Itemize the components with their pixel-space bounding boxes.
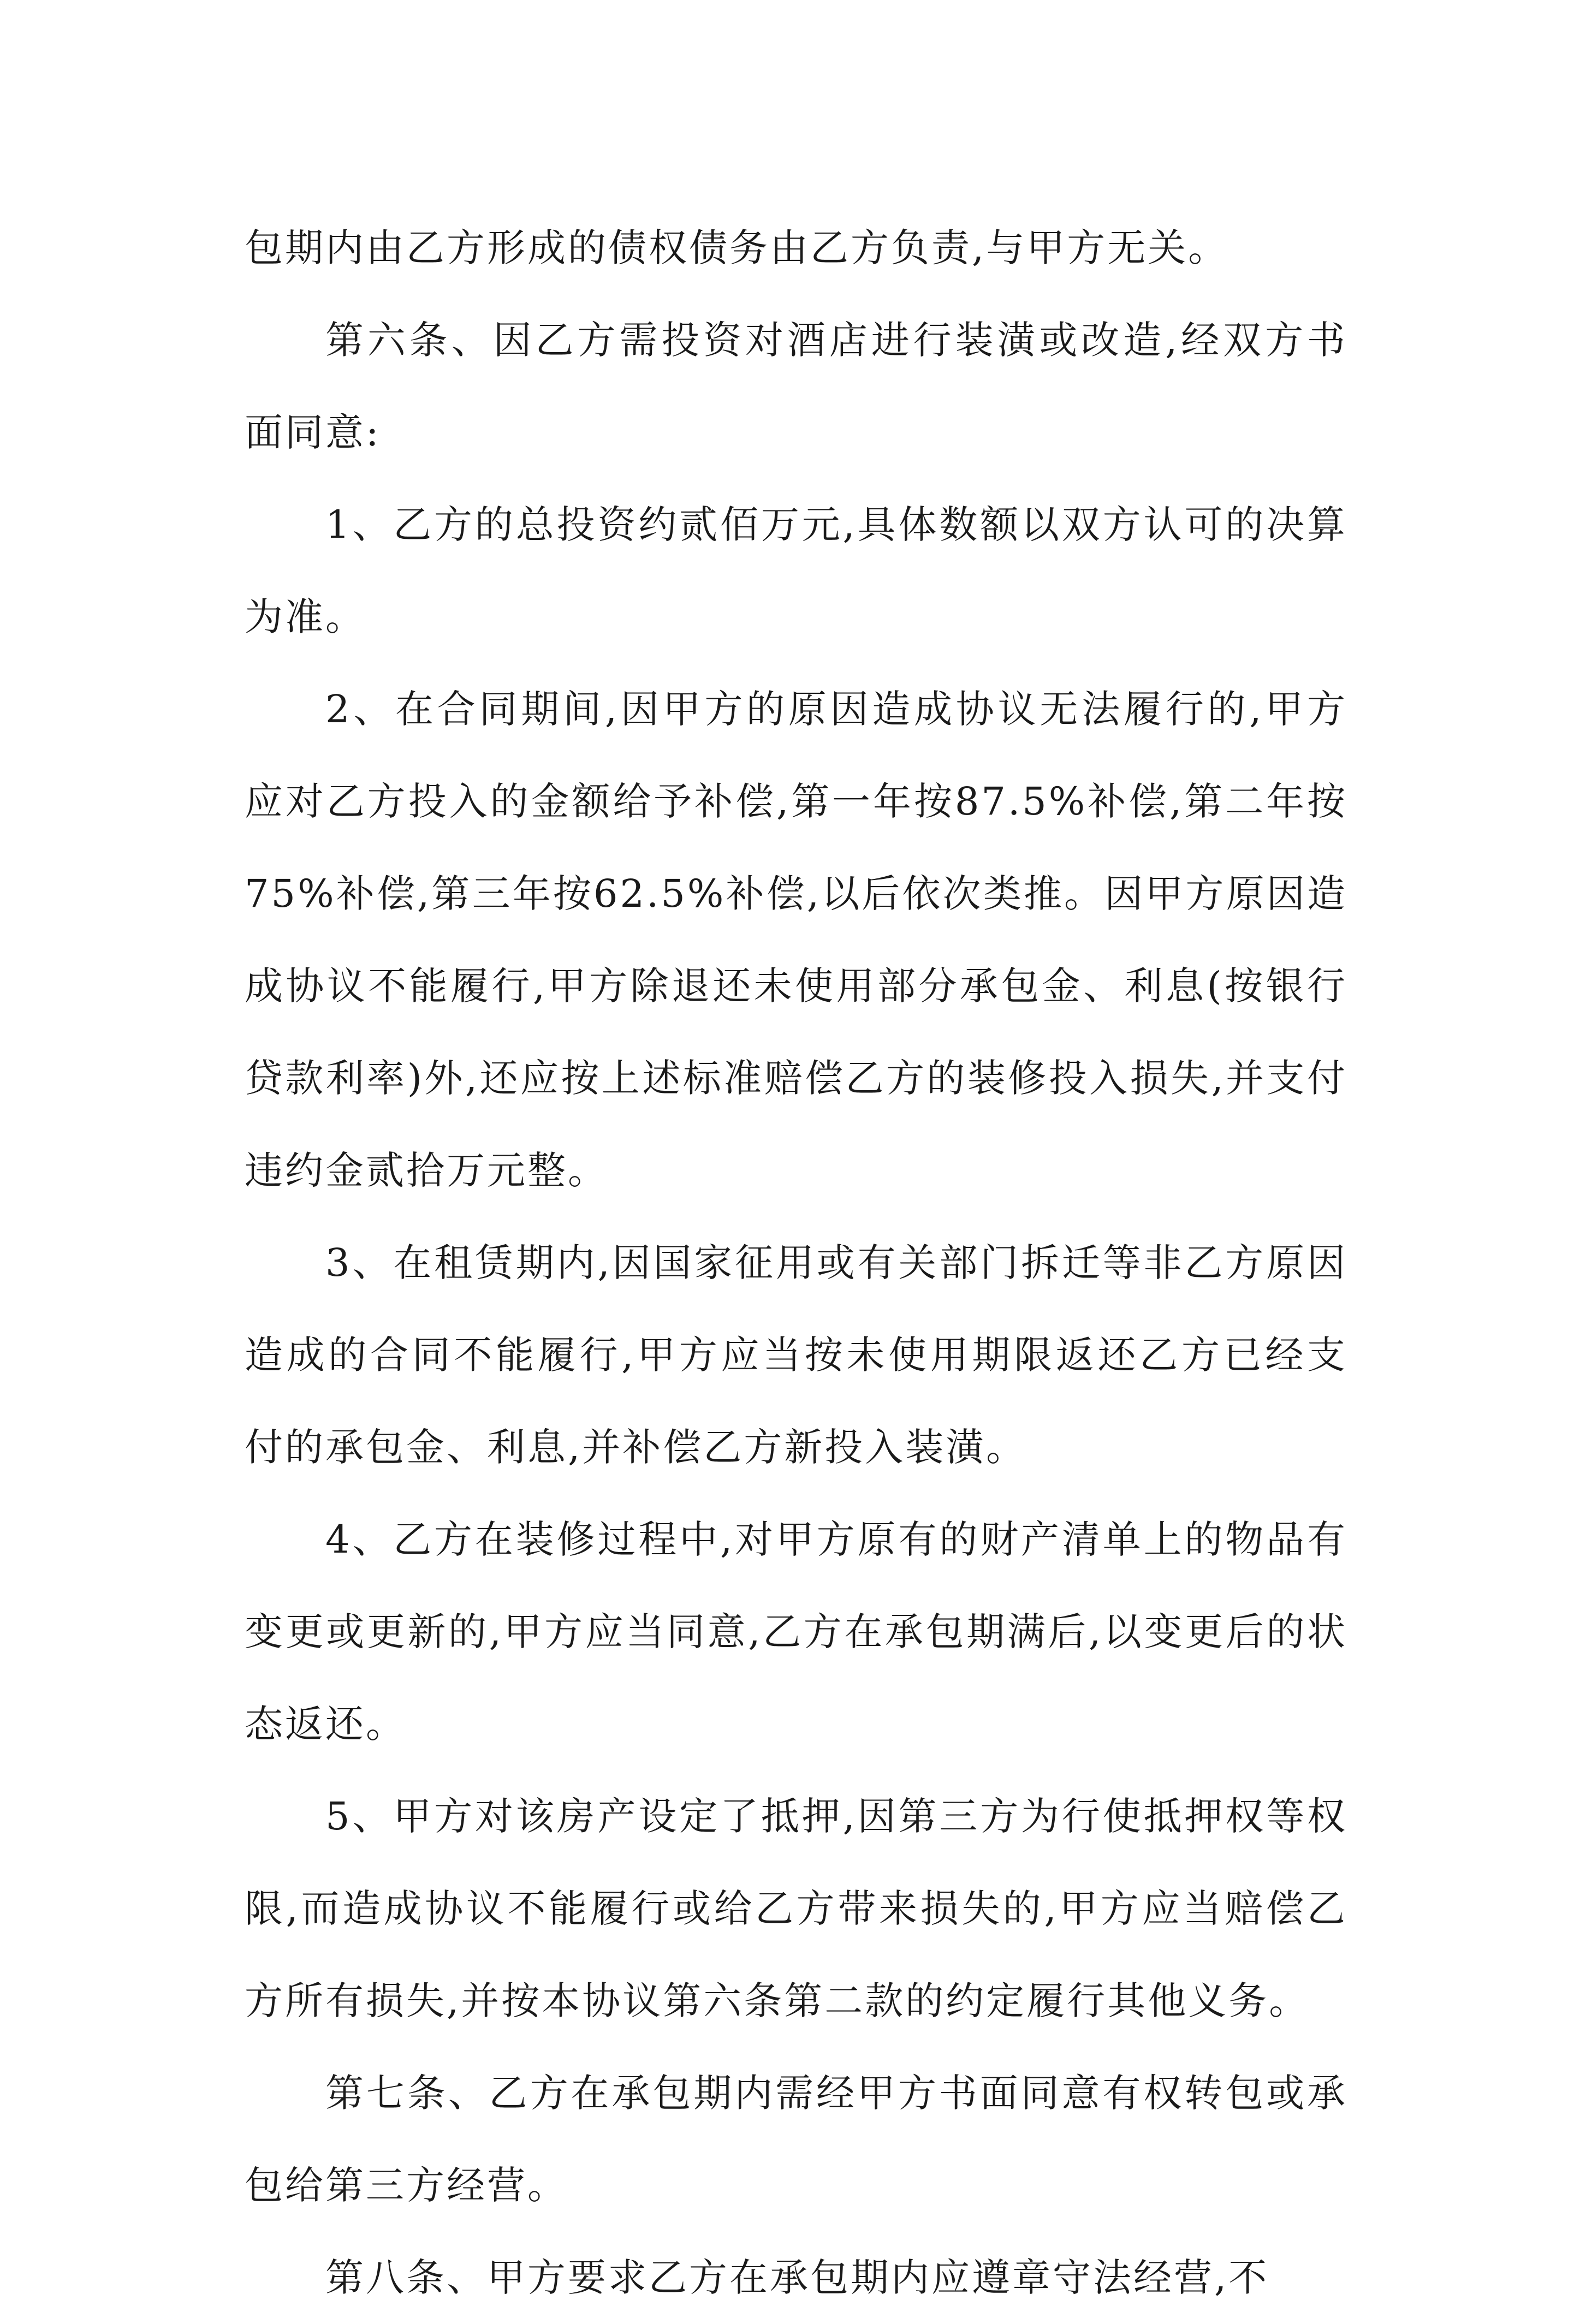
paragraph-article-7: 第七条、乙方在承包期内需经甲方书面同意有权转包或承包给第三方经营。 [245,2071,1347,2208]
document-body [245,202,1347,2324]
paragraph-clause-5: 5、甲方对该房产设定了抵押,因第三方为行使抵押权等权限,而造成协议不能履行或给乙方带来损失的,甲方应当赔偿乙方所有损失,并按本协议第六条第二款的约定履行其他义务。 [245,1794,1347,2023]
paragraph-clause-1: 1、乙方的总投资约贰佰万元,具体数额以双方认可的决算为准。 [245,502,1347,639]
paragraph-clause-2: 2、在合同期间,因甲方的原因造成协议无法履行的,甲方应对乙方投入的金额给予补偿,第一年按87.5%补偿,第二年按75%补偿,第三年按62.5%补偿,以后依次类推。因甲方原因造成协议不能履行,甲方除退还未使用部分承包金、利息(按银行贷款利率)外,还应按上述标准赔偿乙方的装修投入损失,并支付违约金贰拾万元整。 [245,687,1347,1193]
paragraph-article-6: 第六条、因乙方需投资对酒店进行装潢或改造,经双方书面同意: [245,318,1347,455]
paragraph-clause-3: 3、在租赁期内,因国家征用或有关部门拆迁等非乙方原因造成的合同不能履行,甲方应当按未使用期限返还乙方已经支付的承包金、利息,并补偿乙方新投入装潢。 [245,1240,1347,1470]
paragraph-article-8: 第八条、甲方要求乙方在承包期内应遵章守法经营,不 [325,2255,1269,2300]
paragraph-1: 包期内由乙方形成的债权债务由乙方负责,与甲方无关。 [245,225,1229,270]
paragraph-clause-4: 4、乙方在装修过程中,对甲方原有的财产清单上的物品有变更或更新的,甲方应当同意,乙方在承包期满后,以变更后的状态返还。 [245,1517,1347,1746]
